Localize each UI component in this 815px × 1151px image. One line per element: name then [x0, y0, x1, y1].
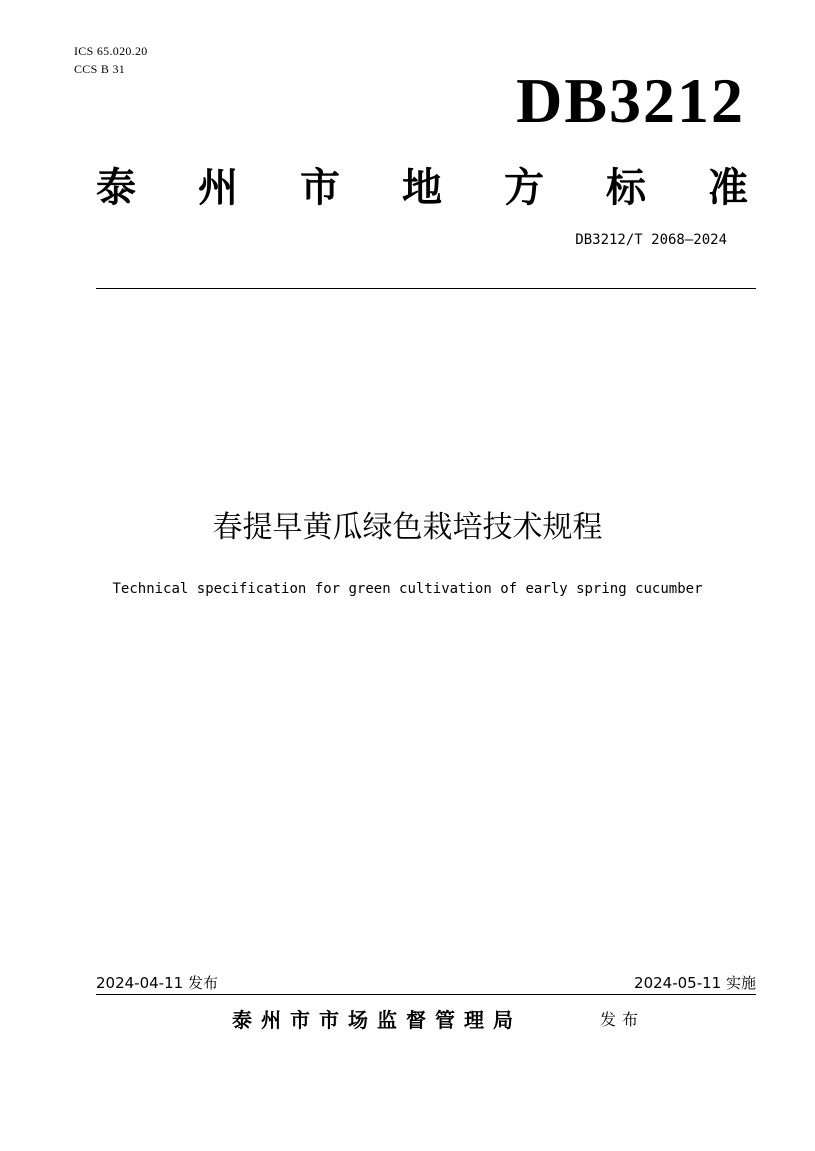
issue-action: 发布 [600, 1010, 645, 1029]
bottom-divider [96, 994, 756, 995]
standard-type-char: 泰 [96, 164, 136, 211]
standard-type-char: 州 [198, 164, 238, 211]
title-english: Technical specification for green cultivation of early spring cucumber [112, 581, 703, 597]
ics-code: ICS 65.020.20 [74, 44, 148, 58]
standard-type-char: 地 [402, 164, 442, 211]
standard-type-char: 方 [504, 164, 544, 211]
title-chinese: 春提早黄瓜绿色栽培技术规程 [212, 510, 603, 545]
standard-number: DB3212/T 2068—2024 [575, 232, 727, 248]
standard-type-char: 市 [300, 164, 340, 211]
ccs-code: CCS B 31 [74, 62, 126, 76]
standard-type-char: 标 [606, 164, 646, 211]
standard-type-char: 准 [708, 164, 748, 211]
top-divider [96, 288, 756, 289]
issue-date: 2024-04-11 发布 [96, 974, 218, 992]
implementation-date: 2024-05-11 实施 [634, 974, 756, 992]
standard-type-heading [96, 164, 748, 212]
issuing-authority: 泰州市市场监督管理局 [232, 1008, 522, 1032]
db-code-heading: DB3212 [516, 65, 745, 136]
